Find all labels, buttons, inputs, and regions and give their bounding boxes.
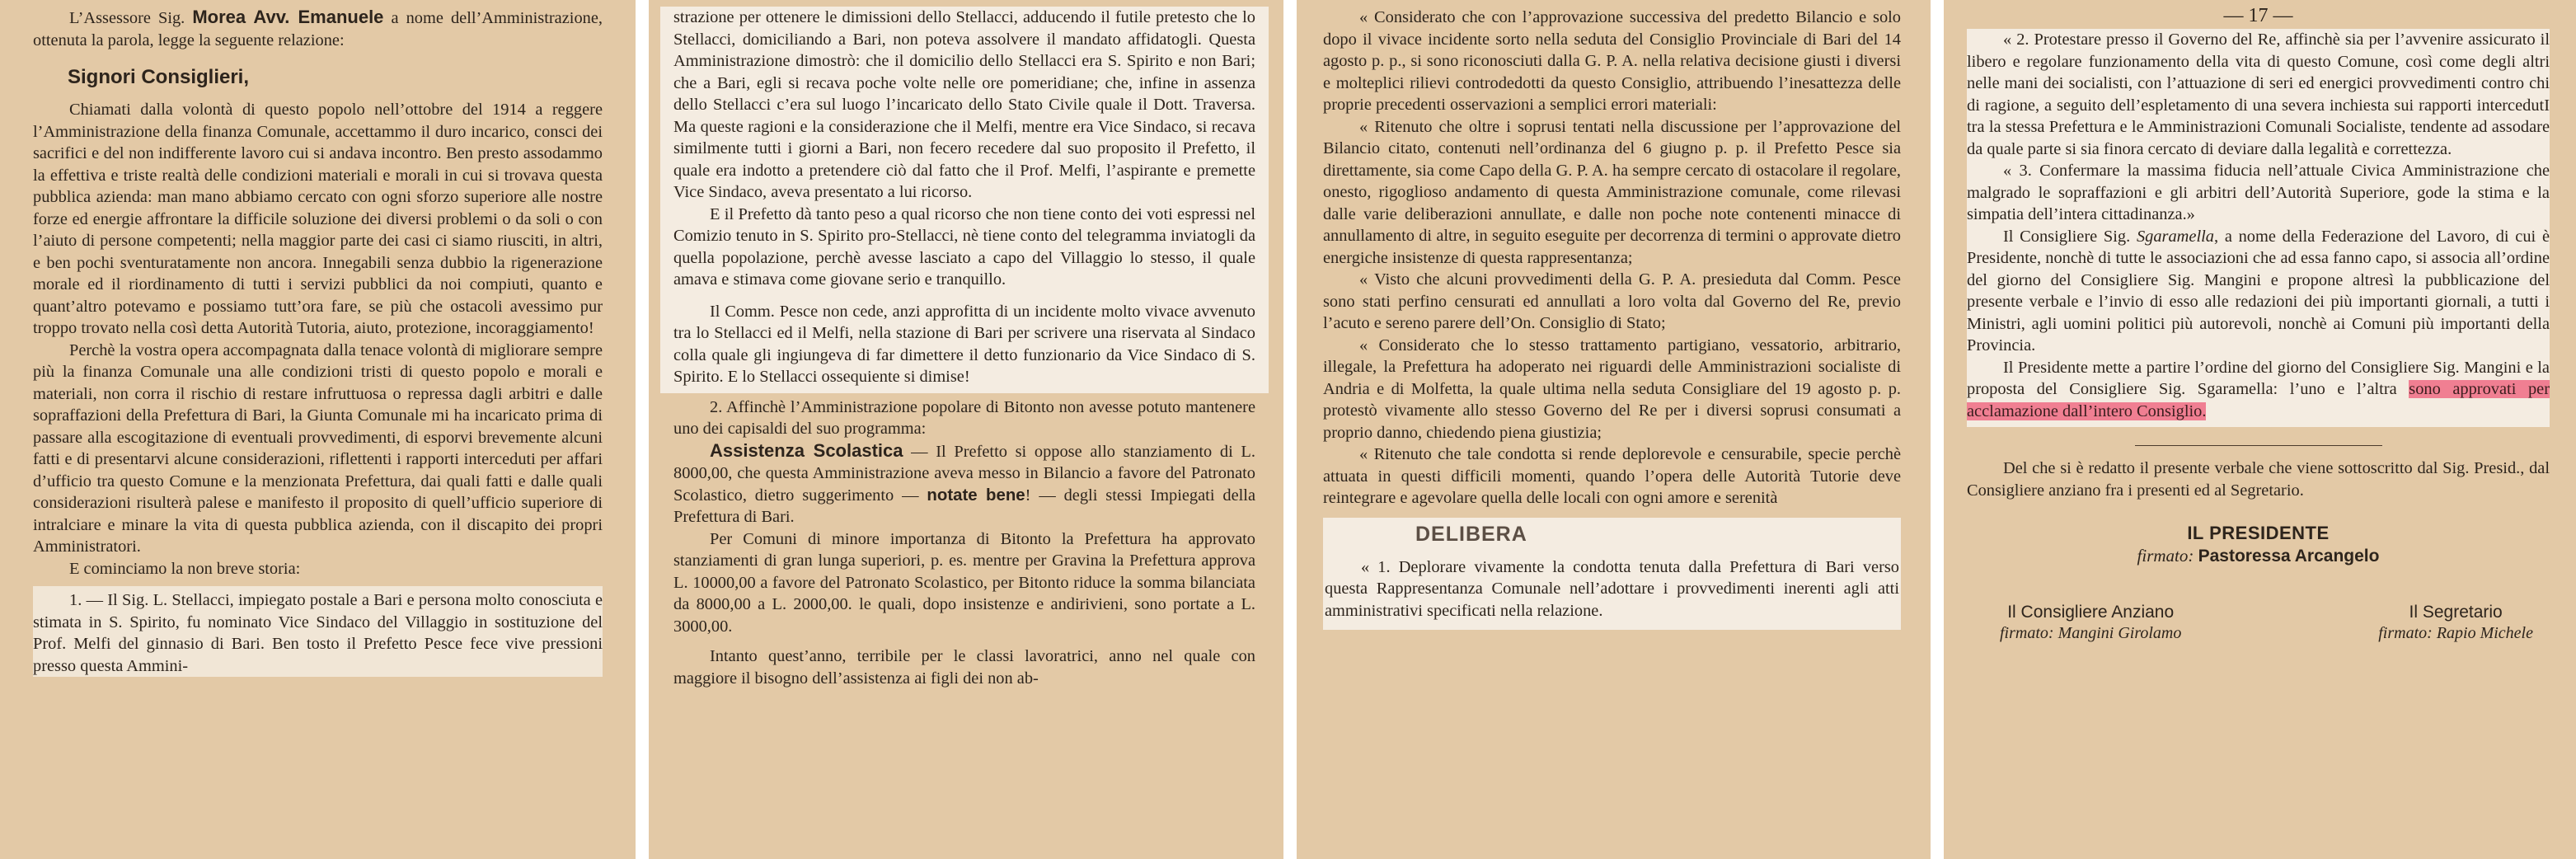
document-page-2	[649, 0, 1283, 859]
emphasis-text: notate bene	[927, 486, 1025, 505]
highlighted-block	[660, 7, 1269, 393]
paragraph-text-end: , a nome della Federazione del Lavoro, di cui è Presidente, nonchè di tutte le associazioni che ad essa fanno capo, si associa all’ordine del giorno del Consigliere Sig. Mangini e propone altresì la pubblicazione del presente verbale e l’invio di esso alle redazioni dei più importanti giornali, a tutti i Ministri, agli uomini politici più autorevoli, nonchè ai Comuni più importanti della Provincia.	[1967, 227, 2550, 354]
document-page-3	[1297, 0, 1931, 859]
senior-councillor-signature	[2000, 624, 2181, 643]
paragraph	[1967, 357, 2550, 423]
paragraph-text: Il Presidente mette a partire l’ordine del giorno del Consigliere Sig. Mangini e la proposta del Consigliere Sig. Sgaramella: l’uno e l’altra	[1967, 358, 2550, 398]
paragraph: Intanto quest’anno, terribile per le classi lavoratrici, anno nel quale con maggiore il bisogno dell’assistenza ai figli dei non ab-	[673, 647, 1255, 688]
secretary-block	[2378, 603, 2533, 643]
paragraph: « Considerato che lo stesso trattamento partigiano, vessatorio, arbitrario, illegale, la Prefettura ha adoperato nei riguardi delle Amministrazioni socialiste di Andria e di Molfetta, la quale ultima nella seduta Consigliare del 19 agosto p. p. protestò vivamente allo stesso Governo del Re per i diversi soprusi consumati a proprio danno, chiedendo piena giustizia;	[1323, 336, 1901, 442]
page-number: — 17 —	[2223, 5, 2293, 26]
senior-councillor-title: Il Consigliere Anziano	[2007, 603, 2175, 622]
intro-text-end: a nome dell’Amministrazione, ottenuta la parola, legge la seguente relazione:	[33, 9, 603, 49]
highlighted-paragraph: 1. — Il Sig. L. Stellacci, impiegato postale a Bari e persona molto conosciuta e stimata in S. Spirito, fu nominato Vice Sindaco del Villaggio in sostituzione del Prof. Melfi del ginnasio di Bari. Ben tosto il Prefetto Pesce fece vive pressioni presso questa Ammini-	[33, 586, 603, 677]
salutation-heading: Signori Consiglieri,	[68, 66, 250, 88]
document-page-4	[1944, 0, 2576, 859]
paragraph: « Visto che alcuni provvedimenti della G. P. A. presieduta dal Comm. Pesce sono stati perfino censurati ed annullati a loro volta dal Governo del Re, previo l’acuto e sereno parere dell’On. Consiglio di Stato;	[1323, 270, 1901, 332]
paragraph: « Ritenuto che tale condotta si rende deplorevole e censurabile, specie perchè attuata in questi difficili momenti, quando l’opera delle Autorità Tutorie deve reintegrare e agevolare quella delle locali con ogni amore e serenità	[1323, 445, 1901, 507]
highlighted-block	[1967, 29, 2550, 427]
separator-line	[2135, 445, 2382, 446]
paragraph: « 2. Protestare presso il Governo del Re, affinchè sia per l’avvenire assicurato il libero e regolare funzionamento della vita di questo Comune, così come degli altri nelle mani dei socialisti, con l’attuazione di seri ed energici provvedimenti contro chi di ragione, a seguito dell’espletamento di una severa inchiesta sui rapporti intercedutI tra la stessa Prefettura e le Amministrazioni Comunali Socialiste, tendente ad assodare da quale parte si sia finora cercato di deviare dalla legalità e correttezza.	[1967, 31, 2550, 158]
paragraph: Chiamati dalla volontà di questo popolo nell’ottobre del 1914 a reggere l’Amministrazione della finanza Comunale, accettammo il duro incarico, consci dei sacrifici e del non indifferente lavoro cui si andava incontro. Ben presto assodammo la effettiva e triste realtà delle condizioni materiali e morali in cui si trovava questa pubblica azienda: man mano abbiamo cercato con ogni sforzo superiore alle nostre forze ed energie affrontare la difficile soluzione dei diversi problemi o da soli o con l’aiuto di persone competenti; nella maggior parte dei casi ci siamo riusciti, in altri, e ben pochi sventuratamente non ancora. Innegabili senza dubbio la rigenerazione morale ed il riordinamento di tutti i servizi pubblici da noi compiuti, quanto e quant’altro potevamo e possiamo tutt’ora fare, se più che ostacoli avessimo pur troppo trovato nella così detta Autorità Tutoria, aiuto, protezione, incoraggiamento!	[33, 101, 603, 337]
document-page-1	[0, 0, 636, 859]
closing-paragraph: Del che si è redatto il presente verbale che viene sottoscritto dal Sig. Presid., dal Consigliere anziano fra i presenti ed al Segretario.	[1967, 459, 2550, 500]
section-heading: Assistenza Scolastica	[710, 439, 903, 461]
paragraph: E cominciamo la non breve storia:	[69, 559, 301, 578]
intro-paragraph	[33, 7, 603, 51]
paragraph: strazione per ottenere le dimissioni dello Stellacci, adducendo il futile pretesto che lo Stellacci, domiciliando a Bari, non poteva assolvere il mandato affidatogli. Questa Amministrazione dimostrò: che il domicilio dello Stellacci era S. Spirito e non Bari; che a Bari, egli si recava poche volte nelle ore pomeridiane; che, infine in assenza dello Stellacci c’era sul luogo l’incaricato dello Stato Civile quale il Dott. Traversa. Ma queste ragioni e la considerazione che il Melfi, mentre era Vice Sindaco, si recava similmente tutti i giorni a Bari, non fecero recedere dal suo proposito il Prefetto, il quale era indotto a pretendere ciò dal fatto che il Prof. Melfi, l’aspirante e premette Vice Sindaco, aveva presentato a lui ricorso.	[673, 8, 1255, 201]
paragraph: 2. Affinchè l’Amministrazione popolare di Bitonto non avesse potuto mantenere uno dei capisaldi del suo programma:	[673, 397, 1255, 438]
signed-label: firmato:	[2000, 624, 2058, 642]
president-title: IL PRESIDENTE	[2187, 523, 2330, 543]
president-signature	[1967, 546, 2550, 566]
senior-councillor-name: Mangini Girolamo	[2058, 624, 2182, 642]
senior-councillor-block	[2000, 603, 2181, 643]
paragraph	[673, 440, 1255, 528]
councillor-name: Sgaramella	[2136, 227, 2214, 246]
signed-label: firmato:	[2378, 624, 2437, 642]
signed-label: firmato:	[2137, 546, 2198, 566]
paragraph: Perchè la vostra opera accompagnata dalla tenace volontà di migliorare sempre più la finanza Comunale una alle condizioni tristi di questo popolo e morali e materiali, non corra il rischio di restare infruttuosa o repressa dagli arbitri e dalle sopraffazioni della Prefettura di Bari, la Giunta Comunale mi ha incaricato prima di passare alla escogitazione di eventuali provvedimenti, di esporvi brevemente alcuni fatti e di presentarvi alcune considerazioni, riflettenti i rapporti interceduti per affari d’ufficio tra questo Comune e la menzionata Prefettura, dai quali fatti e dalle quali considerazioni risulterà palese e manifesto il proposito di quell’ufficio superiore di intralciare e minare la vita di questa pubblica azienda, con il discapito dei propri Amministratori.	[33, 340, 603, 556]
speaker-name: Morea Avv. Emanuele	[192, 7, 384, 27]
president-name: Pastoressa Arcangelo	[2198, 547, 2380, 566]
secretary-signature	[2378, 624, 2533, 643]
paragraph-text-end: ! — degli stessi Impiegati della Prefettura di Bari.	[673, 486, 1256, 526]
paragraph: Il Comm. Pesce non cede, anzi approfitta di un incidente molto vivace avvenuto tra lo Stellacci ed il Melfi, nella stazione di Bari per scrivere una riservata al Sindaco colla quale gli ingiungeva di far dimettere il detto funzionario da Vice Sindaco di S. Spirito. E lo Stellacci ossequiente si dimise!	[673, 302, 1255, 386]
paragraph: « Considerato che con l’approvazione successiva del predetto Bilancio e solo dopo il vivace incidente sorto nella seduta del Consiglio Provinciale di Bari del 14 agosto p. p., si sono riconosciuti dalla G. P. A. nella relativa decisione giusti i diversi e molteplici rilievi controdedotti da questo Consiglio, attribuendo l’inesattezza delle proprie precedenti osservazioni a semplici errori materiali:	[1323, 8, 1901, 114]
paragraph	[1967, 226, 2550, 357]
paragraph: « 1. Deplorare vivamente la condotta tenuta dalla Prefettura di Bari verso questa Rappresentanza Comunale nell’adottare i provvedimenti inerenti agli atti amministrativi specificati nella relazione.	[1325, 557, 1899, 620]
paragraph-text: Il Consigliere Sig.	[2003, 227, 2137, 246]
paragraph: « Ritenuto che oltre i soprusi tentati nella discussione per l’approvazione del Bilancio citato, contenuti nell’ordinanza del 6 giugno p. p. il Prefetto Pesce sia direttamente, sia come Capo della G. P. A. ha sempre cercato di ostacolare il regolare, onesto, rigoglioso andamento di questa Amministrazione comunale, come rilevasi dalle varie deliberazioni annullate, e dalle non poche note contenenti minacce di annullamento di altre, in seguito eseguite per decorrenza di termini o approvate dietro energiche insistenze di questa rappresentanza;	[1323, 117, 1901, 267]
intro-text: L’Assessore Sig.	[69, 9, 193, 27]
signatures-row	[1967, 603, 2550, 660]
paragraph: Per Comuni di minore importanza di Bitonto la Prefettura ha approvato stanziamenti di gran lunga superiori, p. es. mentre per Gravina la Prefettura approva L. 10000,00 a favore del Patronato Scolastico, per Bitonto riduce la somma bilanciata da 8000,00 a L. 2000,00. le quali, dopo insistenze e andirivieni, sono portate a L. 3000,00.	[673, 529, 1255, 636]
paragraph: E il Prefetto dà tanto peso a qual ricorso che non tiene conto dei voti espressi nel Comizio tenuto in S. Spirito pro-Stellacci, nè tiene conto del telegramma inviatogli da quella popolazione, perchè avesse lasciato a capo del Villaggio lo stesso, il quale amava e stimava come giovane serio e tranquillo.	[673, 204, 1255, 289]
highlighted-block	[1323, 518, 1901, 631]
paragraph: « 3. Confermare la massima fiducia nell’attuale Civica Amministrazione che malgrado le sopraffazioni e gli arbitri dell’Autorità Superiore, gode la stima e la simpatia dell’intera cittadinanza.»	[1967, 162, 2550, 223]
pink-highlight: sono approvati per acclamazione dall’intero Consiglio.	[1967, 380, 2550, 420]
secretary-title: Il Segretario	[2409, 603, 2503, 622]
paragraph-text: — Il Prefetto si oppose allo stanziamento di L. 8000,00, che questa Amministrazione aveva messo in Bilancio a favore del Patronato Scolastico, dietro suggerimento —	[673, 442, 1255, 505]
delibera-heading: DELIBERA	[1415, 522, 1527, 546]
secretary-name: Rapio Michele	[2436, 624, 2533, 642]
